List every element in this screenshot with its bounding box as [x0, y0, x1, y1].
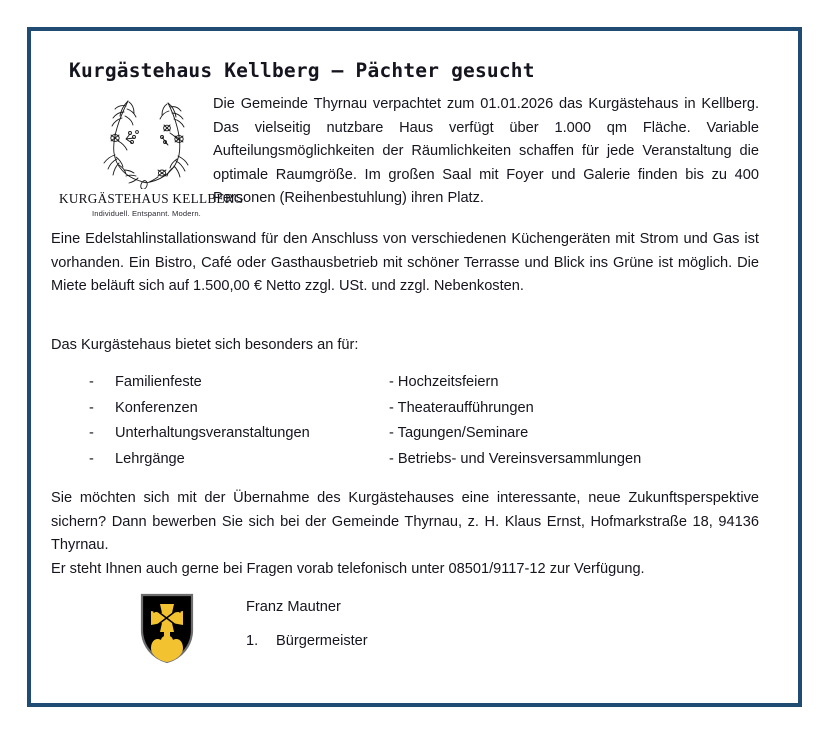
- list-item-label: Familienfeste: [115, 374, 202, 390]
- offer-list: [51, 374, 759, 476]
- list-item-label: Lehrgänge: [115, 450, 185, 467]
- thyrnau-coat-of-arms-icon: [139, 592, 195, 664]
- document-frame: [27, 27, 802, 707]
- logo-name: KURGÄSTEHAUS KELLBERG: [59, 191, 244, 206]
- list-item-right: - Hochzeitsfeiern: [389, 374, 499, 390]
- list-item-label: Unterhaltungsveranstaltungen: [115, 425, 310, 441]
- list-item-left: [51, 451, 389, 467]
- apply-paragraph: [51, 487, 759, 581]
- list-item-label: Konferenzen: [115, 399, 198, 416]
- kitchen-paragraph: Eine Edelstahlinstallationswand für den Anschluss von verschiedenen Küchengeräten mit Strom und Gas ist vorhanden. Ein Bistro, Café oder Gasthausbetrieb mit schöner Terrasse und Blick ins Grüne ist möglich. Die Miete beläuft sich auf 1.500,00 € Netto zzgl. USt. und zzgl. Nebenkosten.: [51, 231, 759, 295]
- list-item: [51, 400, 759, 426]
- list-item: [51, 451, 759, 477]
- logo-tagline: Individuell. Entspannt. Modern.: [92, 209, 201, 218]
- signature-block: [51, 591, 759, 683]
- apply-main-text: Sie möchten sich mit der Übernahme des Kurgästehauses eine interessante, neue Zukunftsperspektive sichern? Dann bewerben Sie sich bei der Gemeinde Thyrnau, z. H. Klaus Ernst, Hofmarkstraße 18, 94136 Thyrnau.: [51, 490, 759, 554]
- signature-name: Franz Mautner: [246, 599, 341, 615]
- list-item-left: [51, 400, 389, 416]
- botanical-wreath-icon: [82, 93, 212, 189]
- list-item-right: - Tagungen/Seminare: [389, 425, 529, 441]
- signature-role-number: 1.: [246, 633, 259, 649]
- bullet-dash: -: [89, 425, 94, 441]
- intro-paragraph: Die Gemeinde Thyrnau verpachtet zum 01.01.2026 das Kurgästehaus in Kellberg. Das vielseitig nutzbare Haus verfügt über 1.000 qm Fläche. Variable Aufteilungsmöglichkeiten der Räumlichkeiten schaffen für jede Veranstaltung die optimale Raumgröße. Im großen Saal mit Foyer und Galerie finden bis zu 400 Personen (Reihenbestuhlung) ihren Platz.: [213, 96, 759, 207]
- kurgaestehaus-logo: [59, 93, 244, 218]
- list-item-left: [51, 425, 389, 441]
- list-item-right: - Theateraufführungen: [389, 399, 534, 416]
- signature-role-label: Bürgermeister: [276, 633, 368, 649]
- list-item-right: - Betriebs- und Vereinsversammlungen: [389, 450, 642, 467]
- offers-lead-text: Das Kurgästehaus bietet sich besonders an für:: [51, 337, 359, 353]
- bullet-dash: -: [89, 374, 94, 390]
- list-item: [51, 425, 759, 451]
- apply-phone-text: Er steht Ihnen auch gerne bei Fragen vorab telefonisch unter 08501/9117-12 zur Verfügung.: [51, 560, 645, 577]
- bullet-dash: -: [89, 399, 94, 416]
- page-title: Kurgästehaus Kellberg – Pächter gesucht: [69, 59, 535, 82]
- signature-role: [246, 633, 368, 649]
- list-item-left: [51, 374, 389, 390]
- bullet-dash: -: [89, 450, 94, 467]
- list-item: [51, 374, 759, 400]
